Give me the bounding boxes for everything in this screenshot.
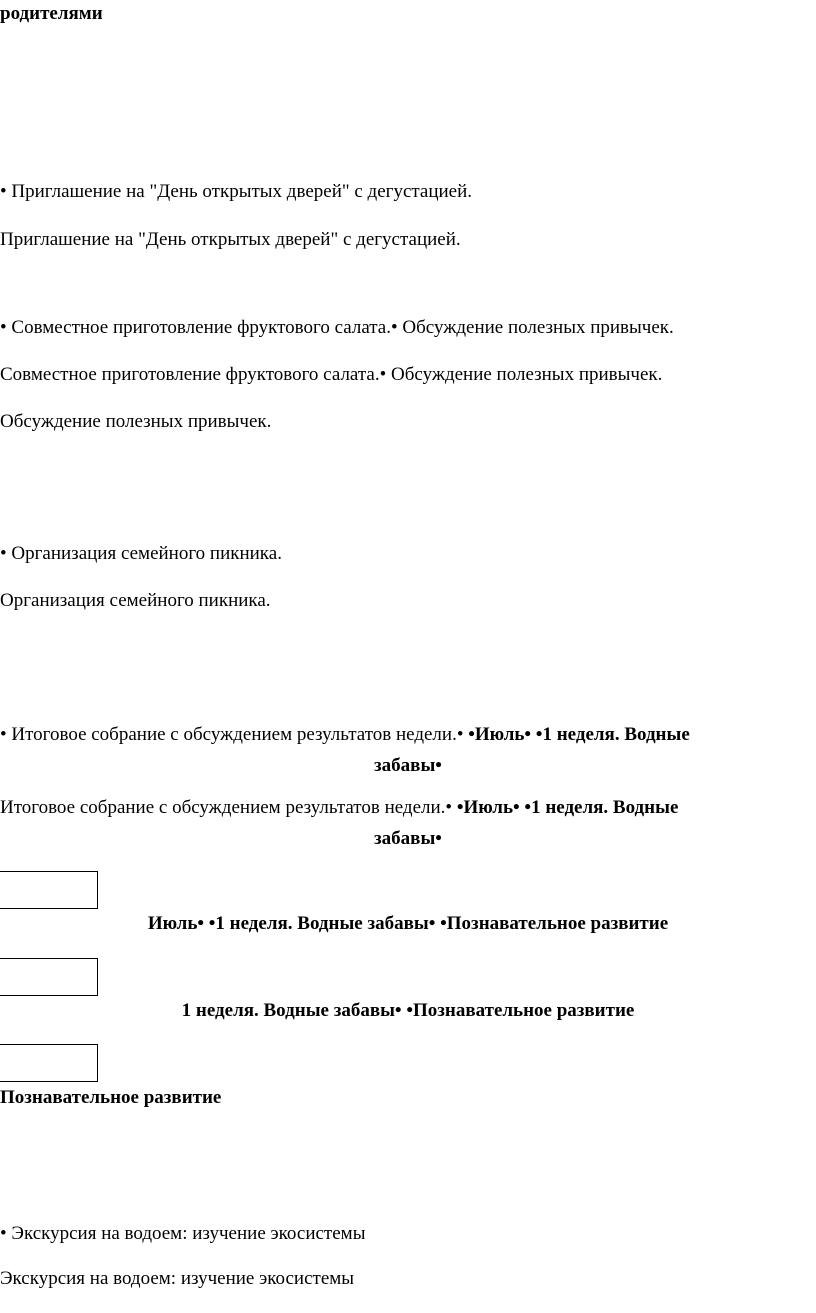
- bullet-item-pond-excursion: • Экскурсия на водоем: изучение экосистемы: [0, 1223, 366, 1244]
- final-meeting-text: • Итоговое собрание с обсуждением результатов недели.•: [0, 724, 469, 745]
- empty-table-cell: [0, 958, 98, 996]
- heading-cognitive-development: Познавательное развитие: [0, 1087, 222, 1108]
- text-final-meeting: [0, 797, 678, 819]
- final-meeting-plain-text: Итоговое собрание с обсуждением результатов недели.•: [0, 797, 457, 818]
- july-week-plain-heading: •Июль• •1 неделя. Водные: [456, 797, 679, 818]
- empty-table-cell: [0, 871, 98, 909]
- heading-july-week-cognitive: Июль• •1 неделя. Водные забавы• •Познавательное развитие: [147, 913, 669, 934]
- text-fruit-salad: Совместное приготовление фруктового салата.• Обсуждение полезных привычек.: [0, 364, 663, 385]
- text-pond-excursion: Экскурсия на водоем: изучение экосистемы: [0, 1268, 355, 1289]
- section-heading-parents: родителями: [0, 3, 103, 24]
- text-open-day: Приглашение на "День открытых дверей" с дегустацией.: [0, 229, 461, 250]
- text-healthy-habits: Обсуждение полезных привычек.: [0, 411, 272, 432]
- july-week-plain-heading-wrap: забавы•: [374, 828, 442, 849]
- july-week-heading: •Июль• •1 неделя. Водные: [468, 724, 690, 745]
- heading-week-cognitive: 1 неделя. Водные забавы• •Познавательное развитие: [181, 1000, 635, 1021]
- empty-table-cell: [0, 1044, 98, 1082]
- bullet-item-open-day: • Приглашение на "День открытых дверей" с дегустацией.: [0, 181, 473, 202]
- text-family-picnic: Организация семейного пикника.: [0, 590, 271, 611]
- july-week-heading-wrap: забавы•: [374, 755, 442, 776]
- bullet-item-final-meeting: [0, 724, 690, 746]
- bullet-item-fruit-salad: • Совместное приготовление фруктового салата.• Обсуждение полезных привычек.: [0, 317, 674, 338]
- bullet-item-family-picnic: • Организация семейного пикника.: [0, 543, 282, 564]
